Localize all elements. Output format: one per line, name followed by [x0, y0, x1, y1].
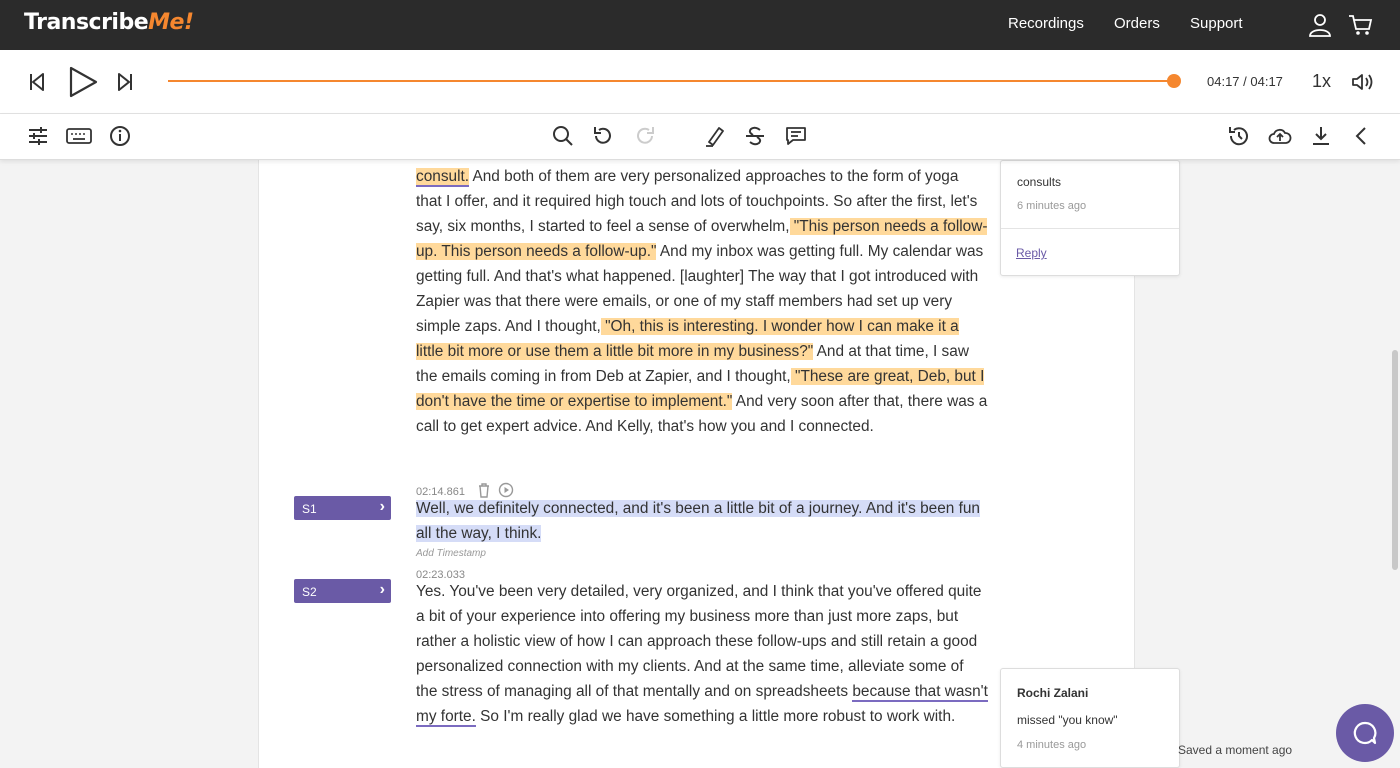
comment-author: Rochi Zalani: [1017, 686, 1089, 700]
paragraph-text: And both of them are very personalized approaches to the form of yoga that I offer, and it required high touch and lots of touchpoints. So after the first, let's say, six months, I started to feel a sense of overwhelm,: [416, 168, 978, 235]
undo-icon[interactable]: [591, 124, 615, 148]
commented-text[interactable]: because that wasn't my forte.: [416, 683, 988, 725]
divider: [1001, 228, 1179, 229]
comment-body: missed "you know": [1017, 713, 1118, 727]
speaker-selector[interactable]: [294, 496, 391, 520]
chevron-right-icon: ›: [379, 498, 385, 515]
comment-icon[interactable]: [784, 124, 808, 148]
nav-orders[interactable]: Orders: [1114, 15, 1160, 32]
segment-timestamp[interactable]: 02:14.861: [416, 486, 465, 498]
settings-sliders-icon[interactable]: [26, 124, 50, 148]
highlighted-text[interactable]: consult.: [416, 168, 470, 185]
save-status: Saved a moment ago: [1178, 743, 1293, 757]
transcript-paragraph[interactable]: [416, 496, 988, 546]
speaker-label: S2: [302, 585, 317, 599]
reply-link[interactable]: Reply: [1016, 246, 1047, 260]
speaker-label: S1: [302, 502, 317, 516]
add-timestamp-link[interactable]: Add Timestamp: [416, 548, 486, 559]
segment-timestamp[interactable]: 02:23.033: [416, 569, 465, 581]
playback-time: 04:17 / 04:17: [1207, 74, 1283, 89]
volume-icon[interactable]: [1351, 72, 1375, 92]
chevron-right-icon: ›: [379, 581, 385, 598]
play-icon[interactable]: [66, 65, 100, 99]
nav-support[interactable]: Support: [1190, 15, 1243, 32]
comment-body: consults: [1017, 175, 1062, 189]
highlighted-text[interactable]: "Oh, this is interesting. I wonder how I can make it a little bit more or use them a little bit more in my business?": [416, 318, 959, 360]
paragraph-text: So I'm really glad we have something a little more robust to work with.: [475, 708, 956, 725]
highlighted-text[interactable]: "This person needs a follow-up. This person needs a follow-up.": [416, 218, 988, 260]
logo-accent: Me!: [148, 10, 194, 35]
skip-forward-icon[interactable]: [116, 71, 134, 93]
comment-card[interactable]: [1000, 668, 1180, 768]
highlighted-text[interactable]: "These are great, Deb, but I don't have the time or expertise to implement.": [416, 368, 985, 410]
comment-time: 6 minutes ago: [1017, 200, 1087, 212]
audio-player: [0, 50, 1400, 114]
logo-main: Transcribe: [24, 10, 149, 35]
paragraph-text: And very soon after that, there was a call to get expert advice. And Kelly, that's how you and I connected.: [416, 393, 988, 435]
download-icon[interactable]: [1309, 124, 1333, 148]
collapse-chevron-icon[interactable]: [1350, 124, 1374, 148]
upload-cloud-icon[interactable]: [1268, 124, 1292, 148]
comment-time: 4 minutes ago: [1017, 739, 1087, 751]
speaker-selector[interactable]: [294, 579, 391, 603]
speed-button[interactable]: 1x: [1312, 71, 1332, 91]
selected-text[interactable]: Well, we definitely connected, and it's been a little bit of a journey. And it's been fun all the way, I think.: [416, 500, 980, 542]
chat-button[interactable]: [1336, 704, 1394, 762]
paragraph-text: Yes. You've been very detailed, very organized, and I think that you've offered quite a bit of your experience into offering my business more than just more zaps, but rather a holistic view of how I can approach these follow-ups and still retain a good personalized connection with my clients. And at the same time, alleviate some of the stress of managing all of that mentally and on spreadsheets: [416, 583, 982, 700]
paragraph-text: And my inbox was getting full. My calendar was getting full. And that's what happened. [laughter] The way that I got introduced with Zapier was that there were emails, or one of my staff members had set up very simple zaps. And I thought,: [416, 243, 984, 335]
logo[interactable]: [24, 10, 194, 35]
user-icon[interactable]: [1307, 12, 1333, 38]
search-icon[interactable]: [551, 124, 575, 148]
progress-handle[interactable]: [1167, 74, 1181, 88]
progress-track[interactable]: [168, 80, 1174, 82]
comment-card[interactable]: [1000, 160, 1180, 276]
nav-recordings[interactable]: Recordings: [1008, 15, 1084, 32]
skip-back-icon[interactable]: [28, 71, 46, 93]
keyboard-icon[interactable]: [66, 124, 92, 148]
history-icon[interactable]: [1227, 124, 1251, 148]
paragraph-text: And at that time, I saw the emails coming in from Deb at Zapier, and I thought,: [416, 343, 969, 385]
info-icon[interactable]: [108, 124, 132, 148]
editor-toolbar: [0, 114, 1400, 160]
highlighter-icon[interactable]: [703, 124, 727, 148]
transcript-paragraph[interactable]: [416, 579, 988, 729]
transcript-paragraph[interactable]: [416, 164, 988, 439]
redo-icon[interactable]: [633, 124, 657, 148]
cart-icon[interactable]: [1347, 12, 1373, 38]
top-nav: [0, 0, 1400, 50]
scrollbar-thumb[interactable]: [1392, 350, 1398, 570]
chat-bubble-icon: [1352, 720, 1378, 746]
strikethrough-icon[interactable]: [743, 124, 767, 148]
